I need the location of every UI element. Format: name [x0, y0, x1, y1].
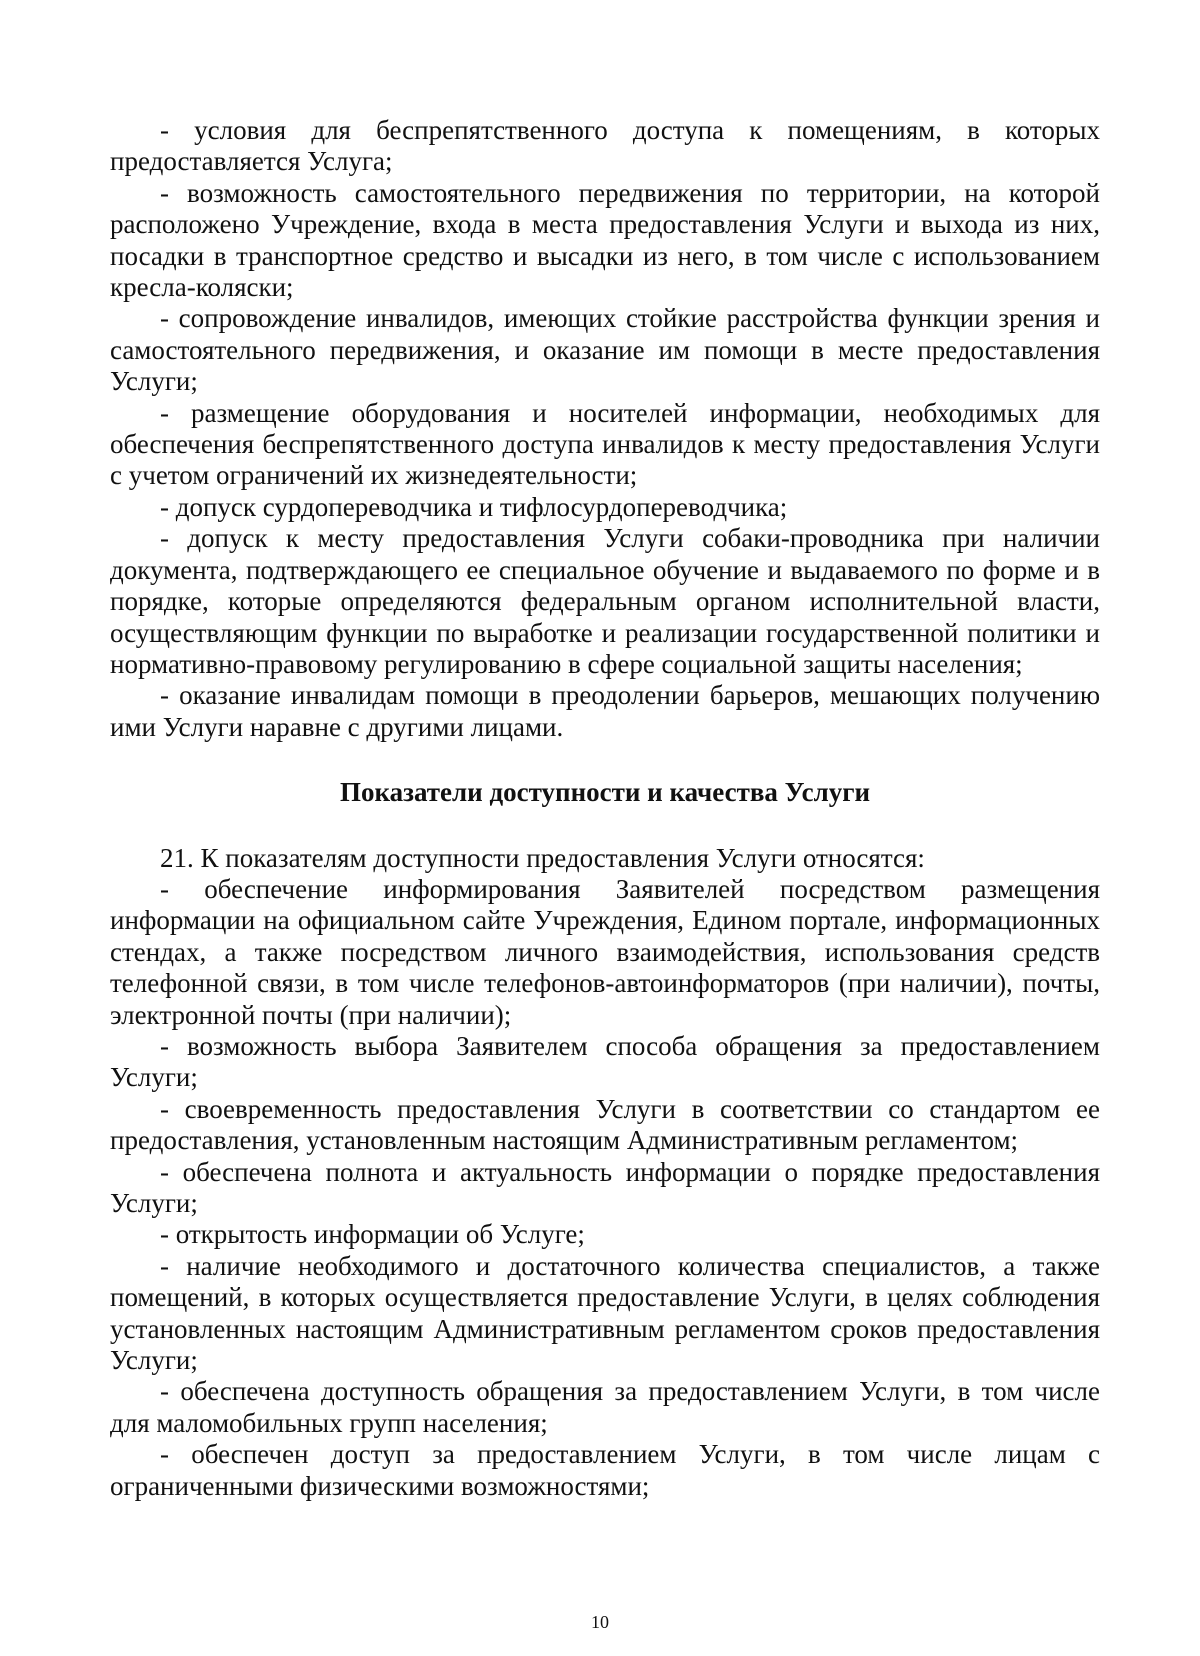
paragraph-timeliness: - своевременность предоставления Услуги в соответствии со стандартом ее предоставления, установленным настоящим Административным регламентом; — [110, 1093, 1100, 1156]
paragraph-movement-territory: - возможность самостоятельного передвижения по территории, на которой расположено Учреждение, входа в места предоставления Услуги и выхода из них, посадки в транспортное средство и высадки из него, в том числе с использованием кресла-коляски; — [110, 177, 1100, 303]
paragraph-barrier-assistance: - оказание инвалидам помощи в преодолении барьеров, мешающих получению ими Услуги наравне с другими лицами. — [110, 680, 1100, 742]
page-number: 10 — [591, 1612, 609, 1632]
paragraph-sign-interpreter: - допуск сурдопереводчика и тифлосурдопереводчика; — [160, 491, 788, 522]
paragraph-informing: - обеспечение информирования Заявителей посредством размещения информации на официальном сайте Учреждения, Едином портале, информационных стендах, а также посредством личного взаимодействия, использования средств телефонной связи, в том числе телефонов-автоинформаторов (при наличии), почты, электронной почты (при наличии); — [110, 873, 1100, 1030]
document-body — [110, 115, 1100, 1502]
paragraph-low-mobility: - обеспечена доступность обращения за предоставлением Услуги, в том числе для маломобильных групп населения; — [110, 1376, 1100, 1438]
paragraph-access-conditions: - условия для беспрепятственного доступа к помещениям, в которых предоставляется Услуга; — [110, 115, 1100, 177]
paragraph-limited-abilities: - обеспечен доступ за предоставлением Услуги, в том числе лицам с ограниченными физическими возможностями; — [110, 1439, 1100, 1501]
paragraph-specialists: - наличие необходимого и достаточного количества специалистов, а также помещений, в которых осуществляется предоставление Услуги, в целях соблюдения установленных настоящим Административным регламентом сроков предоставления Услуги; — [110, 1250, 1100, 1376]
paragraph-choice-of-method: - возможность выбора Заявителем способа обращения за предоставлением Услуги; — [110, 1030, 1100, 1093]
paragraph-guide-dog: - допуск к месту предоставления Услуги собаки-проводника при наличии документа, подтверждающего ее специальное обучение и выдаваемого по форме и в порядке, которые определяются федеральным органом исполнительной власти, осуществляющим функции по выработке и реализации государственной политики и нормативно-правовому регулированию в сфере социальной защиты населения; — [110, 523, 1100, 679]
section-heading: Показатели доступности и качества Услуги — [339, 777, 871, 808]
paragraph-openness: - открытость информации об Услуге; — [160, 1219, 585, 1250]
paragraph-accompaniment: - сопровождение инвалидов, имеющих стойкие расстройства функции зрения и самостоятельного передвижения, и оказание им помощи в месте предоставления Услуги; — [110, 303, 1100, 397]
paragraph-equipment-placement: - размещение оборудования и носителей информации, необходимых для обеспечения беспрепятственного доступа инвалидов к месту предоставления Услуги с учетом ограничений их жизнедеятельности; — [110, 397, 1100, 491]
paragraph-item-21: 21. К показателям доступности предоставления Услуги относятся: — [160, 842, 925, 873]
paragraph-completeness: - обеспечена полнота и актуальность информации о порядке предоставления Услуги; — [110, 1156, 1100, 1218]
